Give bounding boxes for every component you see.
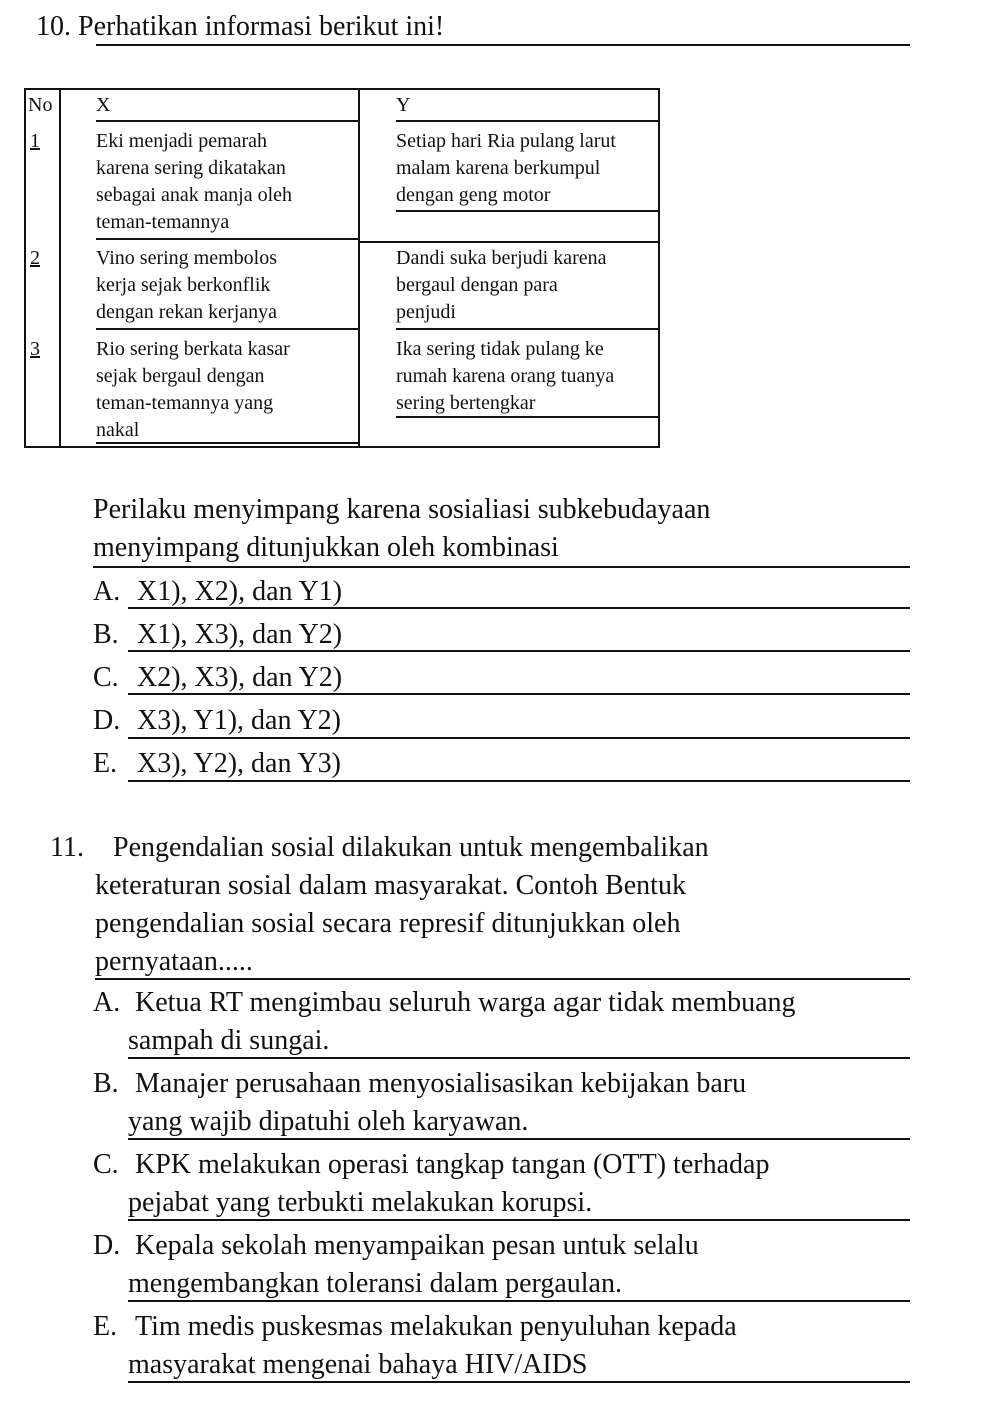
table-row-3-x-line-4: nakal — [96, 419, 140, 441]
table-row-2-no: 2 — [30, 247, 40, 269]
q10-option-b-text: X1), X3), dan Y2) — [137, 619, 343, 650]
q11-number: 11. — [50, 832, 84, 863]
q11-option-b-underline — [128, 1138, 910, 1140]
table-row-3-y-line-2: rumah karena orang tuanya — [396, 365, 615, 387]
q11-option-a-line-2: sampah di sungai. — [128, 1025, 330, 1056]
q11-option-c-line-1: KPK melakukan operasi tangkap tangan (OTT) terhadap — [135, 1149, 770, 1180]
q10-option-b-underline — [128, 650, 910, 652]
table-row-1-x-line-3: sebagai anak manja oleh — [96, 184, 293, 206]
table-divider-xy — [358, 90, 360, 446]
table-row-1-y-line-3: dengan geng motor — [396, 184, 551, 206]
q11-option-e-line-2: masyarakat mengenai bahaya HIV/AIDS — [128, 1349, 588, 1380]
table-row-2-y-line-3: penjudi — [396, 301, 456, 323]
table-row-1-x-line-1: Eki menjadi pemarah — [96, 130, 268, 152]
q11-option-a-underline — [128, 1057, 910, 1059]
q11-option-c-letter: C. — [93, 1149, 119, 1180]
q10-title-underline — [96, 44, 910, 46]
table-row-1-no: 1 — [30, 130, 40, 152]
q11-question-line-4: pernyataan..... — [95, 946, 253, 977]
q10-option-d-underline — [128, 737, 910, 739]
table-row-2-x-line-3: dengan rekan kerjanya — [96, 301, 278, 323]
info-table — [24, 88, 660, 448]
table-row-2-x-line-2: kerja sejak berkonflik — [96, 274, 271, 296]
q11-option-e-letter: E. — [93, 1311, 118, 1342]
q10-title: 10. Perhatikan informasi berikut ini! — [36, 11, 445, 42]
q10-option-b-letter: B. — [93, 619, 119, 650]
q10-option-e-underline — [128, 780, 910, 782]
q11-option-a-line-1: Ketua RT mengimbau seluruh warga agar tidak membuang — [135, 987, 796, 1018]
q10-option-c-text: X2), X3), dan Y2) — [137, 662, 343, 693]
q11-option-c-underline — [128, 1219, 910, 1221]
table-row-1-y-line-1: Setiap hari Ria pulang larut — [396, 130, 616, 152]
q11-option-c-line-2: pejabat yang terbukti melakukan korupsi. — [128, 1187, 593, 1218]
q11-question-line-1: Pengendalian sosial dilakukan untuk mengembalikan — [113, 832, 709, 863]
table-row-1-y-line-2: malam karena berkumpul — [396, 157, 601, 179]
table-row-3-no: 3 — [30, 338, 40, 360]
table-row-3-x-line-3: teman-temannya yang — [96, 392, 274, 414]
q11-option-e-underline — [128, 1381, 910, 1383]
table-row-1-y-rule — [396, 210, 658, 212]
table-row-1-y-bottom — [360, 241, 658, 243]
table-header-x: X — [96, 94, 111, 116]
q11-option-d-letter: D. — [93, 1230, 121, 1261]
q10-question-underline — [93, 566, 910, 568]
q11-option-d-underline — [128, 1300, 910, 1302]
table-row-3-y-line-3: sering bertengkar — [396, 392, 536, 414]
table-row-1-x-line-2: karena sering dikatakan — [96, 157, 286, 179]
q10-option-a-underline — [128, 607, 910, 609]
table-row-3-x-line-2: sejak bergaul dengan — [96, 365, 265, 387]
table-row-3-y-line-1: Ika sering tidak pulang ke — [396, 338, 604, 360]
table-header-x-rule — [96, 120, 358, 122]
table-row-1-x-rule — [96, 238, 358, 240]
table-header-y: Y — [396, 94, 411, 116]
q10-option-c-underline — [128, 693, 910, 695]
q11-option-b-letter: B. — [93, 1068, 119, 1099]
q11-option-d-line-1: Kepala sekolah menyampaikan pesan untuk selalu — [135, 1230, 699, 1261]
q10-option-c-letter: C. — [93, 662, 119, 693]
q10-option-e-letter: E. — [93, 748, 118, 779]
table-row-2-y-line-1: Dandi suka berjudi karena — [396, 247, 607, 269]
q10-option-d-text: X3), Y1), dan Y2) — [137, 705, 341, 736]
table-header-y-rule — [396, 120, 658, 122]
q11-option-e-line-1: Tim medis puskesmas melakukan penyuluhan kepada — [135, 1311, 737, 1342]
table-row-2-y-rule — [396, 328, 658, 330]
q10-question-line-1: Perilaku menyimpang karena sosialiasi subkebudayaan — [93, 494, 711, 525]
table-header-no: No — [28, 94, 53, 116]
q11-option-b-line-2: yang wajib dipatuhi oleh karyawan. — [128, 1106, 529, 1137]
q11-option-d-line-2: mengembangkan toleransi dalam pergaulan. — [128, 1268, 622, 1299]
table-row-2-x-rule — [96, 328, 358, 330]
table-row-1-x-line-4: teman-temannya — [96, 211, 230, 233]
table-divider-no — [59, 90, 61, 446]
table-row-3-y-rule — [396, 416, 658, 418]
table-row-2-y-line-2: bergaul dengan para — [396, 274, 558, 296]
q11-question-line-3: pengendalian sosial secara represif ditunjukkan oleh — [95, 908, 681, 939]
q10-option-d-letter: D. — [93, 705, 121, 736]
table-row-2-x-line-1: Vino sering membolos — [96, 247, 278, 269]
q10-question-line-2: menyimpang ditunjukkan oleh kombinasi — [93, 532, 559, 563]
q10-option-a-text: X1), X2), dan Y1) — [137, 576, 343, 607]
q11-option-a-letter: A. — [93, 987, 121, 1018]
table-row-3-x-rule — [96, 442, 358, 444]
q11-question-underline — [95, 978, 910, 980]
q11-question-line-2: keteraturan sosial dalam masyarakat. Contoh Bentuk — [95, 870, 686, 901]
table-row-3-x-line-1: Rio sering berkata kasar — [96, 338, 290, 360]
q11-option-b-line-1: Manajer perusahaan menyosialisasikan kebijakan baru — [135, 1068, 747, 1099]
q10-option-a-letter: A. — [93, 576, 121, 607]
q10-option-e-text: X3), Y2), dan Y3) — [137, 748, 341, 779]
